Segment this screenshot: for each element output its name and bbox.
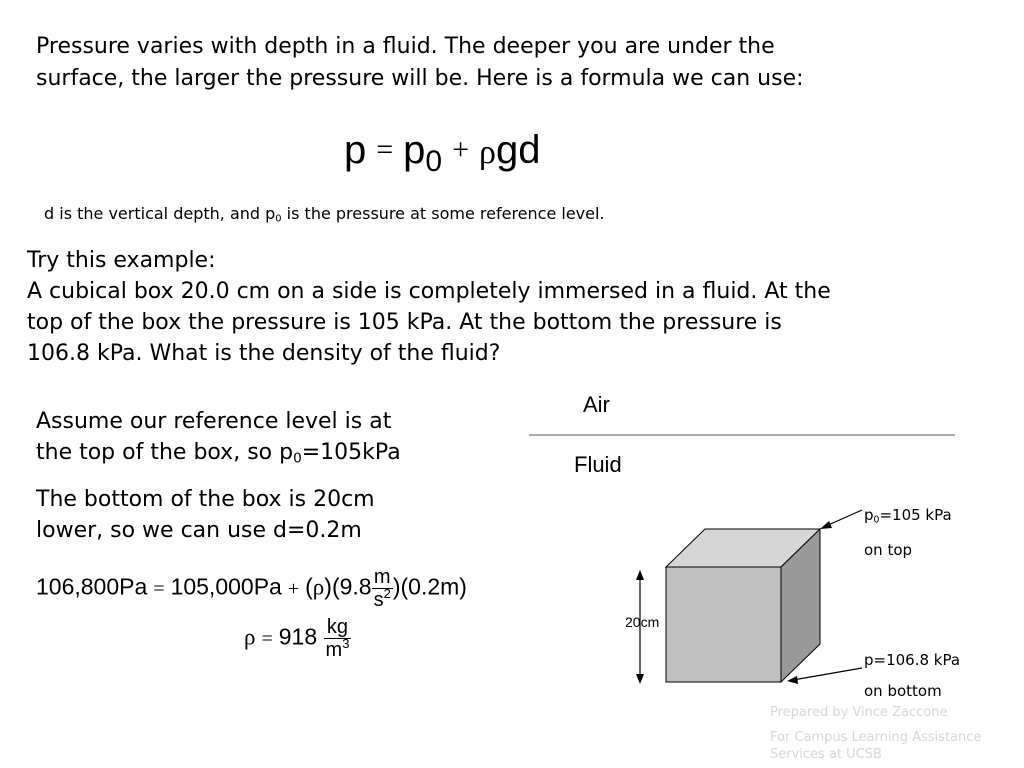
formula-p0-subscript: 0 (425, 145, 443, 178)
bottom-pointer-head (787, 676, 798, 684)
credit-line-1: Prepared by Vince Zaccone (770, 705, 948, 720)
credit-line-3: Services at UCSB (770, 747, 882, 762)
eq1-rho: ρ (312, 574, 325, 600)
eq2-unit-numerator: kg (324, 616, 352, 639)
assumption-line-2-pre: the top of the box, so p (36, 440, 294, 465)
top-pressure-line-2: on top (864, 541, 913, 560)
top-pressure-line-1 (864, 500, 952, 535)
credit-line-2: For Campus Learning Assistance (770, 730, 982, 745)
dimension-label: 20cm (625, 614, 660, 630)
top-pressure-subscript: 0 (873, 514, 880, 526)
formula-equals: = (376, 133, 394, 166)
bottom-pressure-line-1: p=106.8 kPa (864, 651, 961, 669)
eq2-unit-den-base: m (325, 639, 343, 661)
formula-gd: gd (496, 128, 541, 172)
eq1-rho-close: ) (324, 573, 332, 600)
example-line-2: top of the box the pressure is 105 kPa. At the bottom the pressure is (27, 310, 782, 335)
formula-p: p (344, 128, 367, 172)
formula-rho: ρ (479, 134, 496, 171)
top-pointer-line (826, 510, 862, 526)
eq1-lhs: 106,800Pa (36, 573, 148, 600)
example-heading: Try this example: (27, 248, 216, 273)
eq1-g-close: ) (392, 573, 401, 600)
eq1-term1: 105,000Pa (170, 573, 282, 600)
assumption-subscript: 0 (293, 450, 302, 467)
definition-text-post: is the pressure at some reference level. (281, 204, 605, 223)
top-pressure-post: =105 kPa (879, 506, 952, 524)
top-pressure-pre: p (864, 506, 874, 524)
intro-line-1: Pressure varies with depth in a fluid. The deeper you are under the (36, 34, 775, 59)
bottom-pressure-note (864, 645, 960, 707)
depth-note-line-1: The bottom of the box is 20cm (36, 487, 375, 512)
eq1-g-unit-den-base: s (373, 589, 384, 611)
cube-front-face (666, 567, 781, 682)
intro-line-2: surface, the larger the pressure will be. Here is a formula we can use: (36, 66, 804, 91)
eq2-equals: = (261, 627, 273, 650)
eq1-equals: = (153, 577, 165, 600)
eq2-value: 918 (278, 623, 318, 650)
top-pointer-head (820, 521, 832, 529)
example-line-3: 106.8 kPa. What is the density of the fluid? (27, 341, 501, 366)
bottom-pressure-line-2: on bottom (864, 682, 942, 700)
bottom-pointer-line (793, 668, 862, 680)
formula-p0: p (403, 128, 426, 172)
example-line-1: A cubical box 20.0 cm on a side is completely immersed in a fluid. At the (27, 279, 831, 304)
eq1-rho-open: ( (305, 573, 313, 600)
credit-text (770, 704, 981, 763)
assumption-line-2-post: =105kPa (301, 440, 401, 465)
fluid-label: Fluid (574, 452, 622, 477)
eq2-unit-den-exp: 3 (342, 636, 350, 652)
eq1-plus: + (287, 577, 300, 600)
eq1-g-open: (9.8 (331, 573, 372, 600)
dimension-arrow-bottom-head (636, 674, 644, 684)
eq1-g-unit-numerator: m (372, 566, 393, 589)
eq1-g-unit-den-exp: 2 (383, 586, 391, 602)
air-label: Air (583, 392, 610, 417)
assumption-line-1: Assume our reference level is at (36, 409, 392, 434)
top-pressure-note (864, 500, 952, 566)
eq2-rho: ρ (244, 624, 256, 650)
definition-text-pre: d is the vertical depth, and p (44, 204, 276, 223)
depth-note-line-2: lower, so we can use d=0.2m (36, 518, 362, 543)
definition-subscript: 0 (275, 213, 282, 225)
eq1-d-term: (0.2m) (400, 573, 467, 600)
dimension-arrow-top-head (636, 570, 644, 580)
formula-plus: + (452, 133, 470, 166)
